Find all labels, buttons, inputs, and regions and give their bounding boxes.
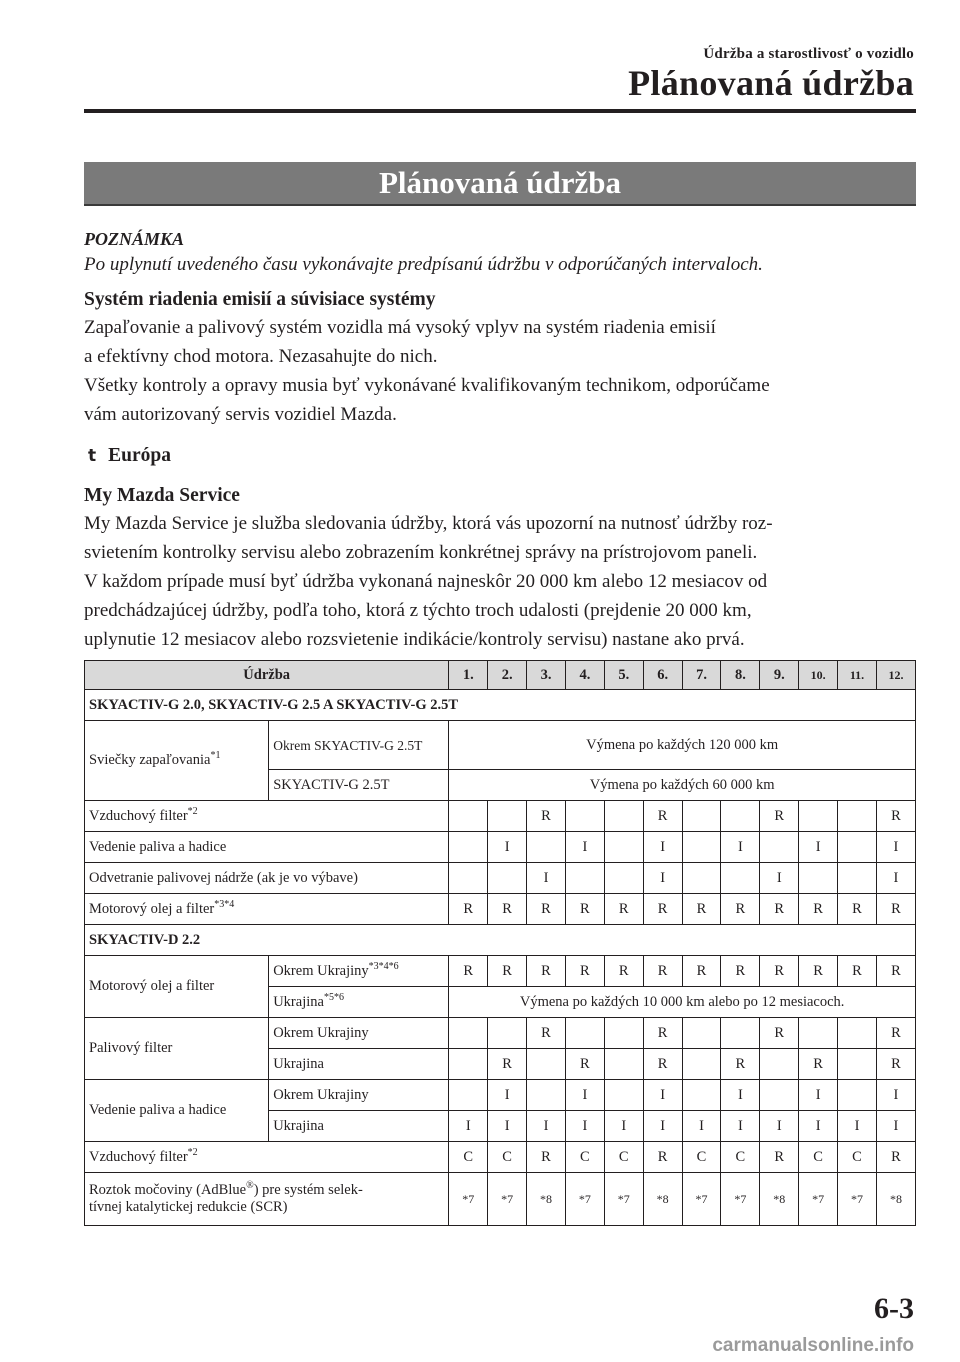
interval-cell: *7: [838, 1173, 877, 1226]
interval-cell: I: [565, 832, 604, 863]
footnote-ref: *3*4*6: [368, 960, 399, 972]
interval-cell: [760, 1049, 799, 1080]
service-line: predchádzajúcej údržby, podľa toho, ktorá z týchto troch udalosti (prejdenie 20 000 km,: [84, 600, 752, 621]
interval-cell: R: [643, 956, 682, 987]
interval-cell: [604, 1080, 643, 1111]
interval-cell: [449, 863, 488, 894]
interval-cell: *8: [876, 1173, 915, 1226]
interval-cell: R: [760, 801, 799, 832]
interval-cell: R: [488, 956, 527, 987]
petrol-section-title: SKYACTIV-G 2.0, SKYACTIV-G 2.5 A SKYACTIV-G 2.5T: [85, 690, 916, 721]
interval-cell: [721, 1018, 760, 1049]
interval-cell: I: [799, 1111, 838, 1142]
interval-cell: [488, 801, 527, 832]
interval-cell: R: [876, 1018, 915, 1049]
interval-cell: I: [527, 863, 566, 894]
interval-cell: [799, 801, 838, 832]
service-line: svietením kontrolky servisu alebo zobrazením konkrétnej správy na prístrojovom paneli.: [84, 542, 758, 563]
table-row: [85, 1173, 916, 1226]
interval-cell: I: [876, 1080, 915, 1111]
interval-cell: I: [682, 1111, 721, 1142]
interval-cell: [449, 1018, 488, 1049]
oil-interval-value: Výmena po každých 10 000 km alebo po 12 mesiacoch.: [449, 987, 916, 1018]
spark-interval-value: Výmena po každých 120 000 km: [449, 721, 916, 770]
interval-cell: [527, 1080, 566, 1111]
interval-cell: R: [643, 894, 682, 925]
interval-cell: [760, 1080, 799, 1111]
interval-cell: C: [565, 1142, 604, 1173]
spark-sub-label: Okrem SKYACTIV-G 2.5T: [269, 721, 449, 770]
interval-cell: I: [799, 1080, 838, 1111]
interval-cell: R: [838, 894, 877, 925]
interval-cell: R: [565, 894, 604, 925]
page-number: 6-3: [874, 1292, 914, 1325]
item-label: Vedenie paliva a hadice: [85, 1080, 269, 1142]
interval-cell: R: [760, 956, 799, 987]
emissions-line: Zapaľovanie a palivový systém vozidla má vysoký vplyv na systém riadenia emisií: [84, 317, 716, 338]
interval-cell: C: [799, 1142, 838, 1173]
spark-sub-label: SKYACTIV-G 2.5T: [269, 770, 449, 801]
interval-cell: R: [527, 801, 566, 832]
interval-cell: [682, 1049, 721, 1080]
maintenance-schedule-table: [84, 660, 916, 1226]
interval-cell: R: [876, 894, 915, 925]
interval-cell: R: [527, 1142, 566, 1173]
interval-header: 1.: [449, 661, 488, 690]
note-label: POZNÁMKA: [84, 229, 185, 249]
footnote-ref: *2: [187, 1146, 198, 1158]
footnote-ref: *5*6: [323, 991, 344, 1003]
table-row: [85, 832, 916, 863]
table-row: [85, 801, 916, 832]
interval-cell: I: [760, 863, 799, 894]
header-rule: [84, 109, 916, 113]
table-row: [85, 863, 916, 894]
note-text: Po uplynutí uvedeného času vykonávajte predpísanú údržbu v odporúčaných intervaloch.: [84, 254, 763, 275]
interval-cell: C: [488, 1142, 527, 1173]
interval-cell: [838, 832, 877, 863]
interval-cell: *7: [604, 1173, 643, 1226]
section-banner: Plánovaná údržba: [84, 162, 916, 204]
table-row: [85, 1142, 916, 1173]
interval-cell: I: [876, 1111, 915, 1142]
interval-cell: R: [876, 1142, 915, 1173]
region-heading: [84, 442, 916, 470]
interval-cell: R: [799, 894, 838, 925]
interval-cell: I: [643, 863, 682, 894]
item-label-text: ) pre systém selek-: [253, 1182, 363, 1198]
interval-header: 2.: [488, 661, 527, 690]
interval-cell: [527, 832, 566, 863]
interval-header: 12.: [876, 661, 915, 690]
sub-label: Ukrajina: [269, 1049, 449, 1080]
item-label-text: tívnej katalytickej redukcie (SCR): [89, 1199, 288, 1215]
interval-cell: R: [643, 1018, 682, 1049]
interval-cell: [838, 1080, 877, 1111]
interval-header: 5.: [604, 661, 643, 690]
interval-cell: R: [760, 1142, 799, 1173]
interval-cell: R: [488, 1049, 527, 1080]
item-label-text: Odvetranie palivovej nádrže (ak je vo výbave): [89, 869, 358, 886]
interval-cell: *8: [527, 1173, 566, 1226]
item-label: [85, 1142, 449, 1173]
interval-cell: R: [721, 1049, 760, 1080]
interval-cell: [682, 863, 721, 894]
interval-cell: R: [799, 1049, 838, 1080]
interval-header: 9.: [760, 661, 799, 690]
interval-cell: R: [682, 894, 721, 925]
interval-header: 7.: [682, 661, 721, 690]
region-label: Európa: [108, 445, 171, 466]
interval-cell: [838, 801, 877, 832]
interval-cell: R: [643, 801, 682, 832]
interval-cell: R: [876, 956, 915, 987]
interval-cell: [565, 1018, 604, 1049]
watermark: carmanualsonline.info: [712, 1335, 914, 1356]
interval-cell: I: [799, 832, 838, 863]
interval-header: 3.: [527, 661, 566, 690]
interval-cell: *7: [721, 1173, 760, 1226]
interval-cell: I: [760, 1111, 799, 1142]
interval-cell: I: [527, 1111, 566, 1142]
interval-cell: [604, 1018, 643, 1049]
interval-cell: I: [721, 1080, 760, 1111]
interval-cell: [682, 1018, 721, 1049]
interval-cell: R: [527, 956, 566, 987]
interval-cell: [604, 1049, 643, 1080]
interval-cell: R: [643, 1049, 682, 1080]
interval-cell: [449, 832, 488, 863]
interval-cell: I: [876, 832, 915, 863]
interval-cell: [449, 1049, 488, 1080]
table-row: [85, 690, 916, 721]
interval-cell: R: [838, 956, 877, 987]
interval-cell: R: [721, 956, 760, 987]
sub-label-text: Okrem Ukrajiny: [273, 962, 369, 979]
spark-plugs-label: [85, 721, 269, 801]
item-label-text: Vzduchový filter: [89, 807, 188, 824]
item-label-text: Motorový olej a filter: [89, 900, 215, 917]
interval-cell: [721, 801, 760, 832]
interval-cell: I: [488, 1111, 527, 1142]
interval-cell: R: [799, 956, 838, 987]
interval-cell: R: [876, 1049, 915, 1080]
emissions-line: a efektívny chod motora. Nezasahujte do nich.: [84, 346, 438, 367]
interval-cell: C: [838, 1142, 877, 1173]
interval-cell: I: [838, 1111, 877, 1142]
interval-cell: R: [449, 956, 488, 987]
interval-cell: I: [721, 832, 760, 863]
interval-cell: R: [604, 956, 643, 987]
interval-cell: R: [565, 1049, 604, 1080]
interval-header: 6.: [643, 661, 682, 690]
bullet-icon: t: [88, 446, 97, 466]
interval-cell: R: [682, 956, 721, 987]
interval-cell: I: [565, 1111, 604, 1142]
item-label-text: Vedenie paliva a hadice: [89, 838, 227, 855]
table-row: [85, 721, 916, 770]
interval-cell: *7: [449, 1173, 488, 1226]
interval-cell: R: [527, 894, 566, 925]
spark-plugs-text: Sviečky zapaľovania: [89, 752, 211, 768]
interval-cell: [721, 863, 760, 894]
service-line: uplynutie 12 mesiacov alebo rozsvietenie indikácie/kontroly servisu) nastane ako prvá.: [84, 629, 745, 650]
item-label: Palivový filter: [85, 1018, 269, 1080]
section-header: Údržba a starostlivosť o vozidlo: [703, 46, 914, 62]
diesel-section-title: SKYACTIV-D 2.2: [85, 925, 916, 956]
header-maintenance: Údržba: [85, 661, 449, 690]
interval-cell: I: [565, 1080, 604, 1111]
emissions-line: Všetky kontroly a opravy musia byť vykonávané kvalifikovaným technikom, odporúčame: [84, 375, 770, 396]
interval-cell: R: [527, 1018, 566, 1049]
sub-label: Okrem Ukrajiny: [269, 1018, 449, 1049]
interval-header: 8.: [721, 661, 760, 690]
interval-cell: R: [876, 801, 915, 832]
interval-cell: I: [643, 832, 682, 863]
interval-cell: *8: [760, 1173, 799, 1226]
table-row: [85, 894, 916, 925]
sub-label: Ukrajina: [269, 1111, 449, 1142]
interval-cell: I: [643, 1111, 682, 1142]
spark-interval-value: Výmena po každých 60 000 km: [449, 770, 916, 801]
interval-cell: [682, 832, 721, 863]
item-label: [85, 832, 449, 863]
emissions-line: vám autorizovaný servis vozidiel Mazda.: [84, 404, 397, 425]
interval-header: 10.: [799, 661, 838, 690]
sub-label: [269, 987, 449, 1018]
interval-cell: I: [721, 1111, 760, 1142]
table-row: [85, 925, 916, 956]
service-heading: My Mazda Service: [84, 485, 240, 506]
interval-header: 4.: [565, 661, 604, 690]
interval-header: 11.: [838, 661, 877, 690]
interval-cell: [604, 801, 643, 832]
service-line: V každom prípade musí byť údržba vykonaná najneskôr 20 000 km alebo 12 mesiacov od: [84, 571, 768, 592]
interval-cell: *7: [682, 1173, 721, 1226]
footnote-ref: *1: [210, 750, 221, 761]
interval-cell: R: [565, 956, 604, 987]
interval-cell: [449, 801, 488, 832]
sub-label-text: Ukrajina: [273, 993, 324, 1010]
registered-mark: ®: [246, 1180, 254, 1191]
interval-cell: R: [721, 894, 760, 925]
footnote-ref: *2: [187, 805, 198, 817]
interval-cell: [838, 1049, 877, 1080]
interval-cell: [682, 801, 721, 832]
interval-cell: C: [721, 1142, 760, 1173]
item-label: [85, 801, 449, 832]
interval-cell: [488, 1018, 527, 1049]
interval-cell: C: [682, 1142, 721, 1173]
interval-cell: R: [643, 1142, 682, 1173]
interval-cell: R: [760, 894, 799, 925]
interval-cell: [565, 801, 604, 832]
interval-cell: [488, 863, 527, 894]
interval-cell: *7: [799, 1173, 838, 1226]
interval-cell: [838, 863, 877, 894]
interval-cell: I: [604, 1111, 643, 1142]
interval-cell: I: [488, 1080, 527, 1111]
interval-cell: R: [488, 894, 527, 925]
interval-cell: [604, 863, 643, 894]
emissions-heading: Systém riadenia emisií a súvisiace systémy: [84, 289, 436, 310]
item-label: Motorový olej a filter: [85, 956, 269, 1018]
interval-cell: I: [449, 1111, 488, 1142]
interval-cell: I: [488, 832, 527, 863]
interval-cell: R: [604, 894, 643, 925]
item-label: [85, 1173, 449, 1226]
item-label-text: Vzduchový filter: [89, 1148, 188, 1165]
interval-cell: C: [604, 1142, 643, 1173]
interval-cell: [838, 1018, 877, 1049]
interval-cell: [527, 1049, 566, 1080]
body-text: [84, 226, 916, 654]
footnote-ref: *3*4: [214, 898, 235, 910]
interval-cell: *8: [643, 1173, 682, 1226]
table-row: [85, 1080, 916, 1111]
interval-cell: [799, 863, 838, 894]
interval-cell: [760, 832, 799, 863]
item-label-text: Roztok močoviny (AdBlue: [89, 1182, 247, 1198]
interval-cell: *7: [488, 1173, 527, 1226]
interval-cell: [604, 832, 643, 863]
interval-cell: R: [760, 1018, 799, 1049]
interval-cell: I: [643, 1080, 682, 1111]
interval-cell: [682, 1080, 721, 1111]
interval-cell: [449, 1080, 488, 1111]
sub-label: [269, 956, 449, 987]
service-line: My Mazda Service je služba sledovania údržby, ktorá vás upozorní na nutnosť údržby roz-: [84, 513, 773, 534]
interval-cell: C: [449, 1142, 488, 1173]
table-row: [85, 1018, 916, 1049]
interval-cell: I: [876, 863, 915, 894]
interval-cell: R: [449, 894, 488, 925]
interval-cell: *7: [565, 1173, 604, 1226]
item-label: [85, 863, 449, 894]
table-row: [85, 956, 916, 987]
interval-cell: [799, 1018, 838, 1049]
interval-cell: [565, 863, 604, 894]
table-header-row: [85, 661, 916, 690]
item-label: [85, 894, 449, 925]
chapter-title: Plánovaná údržba: [628, 63, 914, 103]
sub-label: Okrem Ukrajiny: [269, 1080, 449, 1111]
